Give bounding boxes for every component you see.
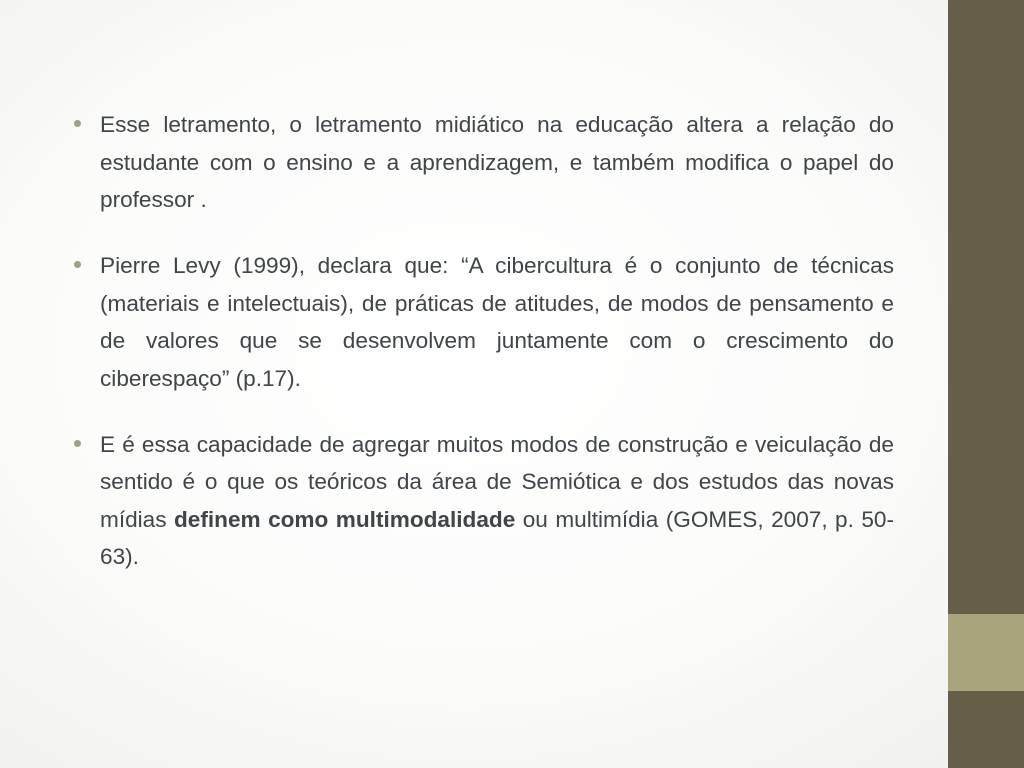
bullet-item-letramento — [72, 106, 894, 219]
bullet-bold-text: definem como multimodalidade — [174, 506, 516, 532]
bullet-text-before: E é essa capacidade de agregar muitos modos de construção e veiculação de sentido é o que os teóricos da área de Semiótica e dos estudos das novas mídias — [100, 431, 894, 532]
bullet-item-pierre-levy — [72, 247, 894, 397]
sidebar-band — [948, 0, 1024, 768]
sidebar-accent-block — [948, 614, 1024, 691]
bullet-item-multimodalidade — [72, 426, 894, 576]
slide-content — [72, 106, 894, 604]
bullet-text: Esse letramento, o letramento midiático na educação altera a relação do estudante com o ensino e a aprendizagem, e também modifica o papel do professor . — [100, 112, 894, 212]
bullet-text-after: ou multimídia (GOMES, 2007, p. 50-63). — [100, 506, 895, 569]
bullet-text: Pierre Levy (1999), declara que: “A cibercultura é o conjunto de técnicas (materiais e intelectuais), de práticas de atitudes, de modos de pensamento e de valores que se desenvolvem juntamente com o crescimento do ciberespaço” (p.17). — [100, 253, 894, 391]
